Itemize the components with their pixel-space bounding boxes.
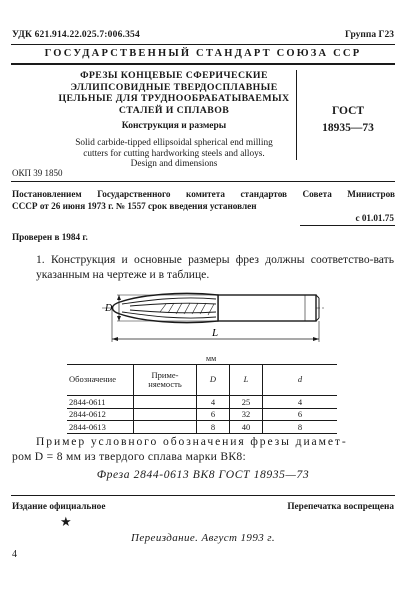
dimension-l-label: L: [212, 327, 219, 339]
header-rule-bottom: [11, 63, 395, 65]
cell-usage: [134, 408, 197, 421]
title-ru-line: ФРЕЗЫ КОНЦЕВЫЕ СФЕРИЧЕСКИЕ: [80, 70, 268, 81]
cell-L: 25: [230, 396, 263, 409]
official-edition: Издание официальное: [12, 502, 106, 512]
cutter-drawing: [100, 286, 330, 348]
effective-date: с 01.01.75: [355, 213, 394, 223]
clause-1: 1. Конструкция и основные размеры фрез должны соответство-вать указанным на чертеже и в таблице.: [36, 253, 394, 281]
cell-L: 40: [230, 421, 263, 434]
cell-usage: [134, 421, 197, 434]
cell-usage: [134, 396, 197, 409]
cell-d: 6: [263, 408, 338, 421]
cutter-shank: [218, 295, 316, 321]
title-en-line: cutters for cutting hardworking steels and alloys.: [83, 148, 265, 159]
cell-designation: 2844-0611: [67, 396, 134, 409]
table-row: [67, 396, 337, 409]
checked-year: Проверен в 1984 г.: [12, 232, 88, 242]
column-header-D: D: [197, 365, 230, 396]
state-standard-banner: ГОСУДАРСТВЕННЫЙ СТАНДАРТ СОЮЗА ССР: [44, 48, 362, 59]
title-ru-line: ЭЛЛИПСОВИДНЫЕ ТВЕРДОСПЛАВНЫЕ: [70, 81, 278, 93]
title-en: [58, 138, 290, 170]
table-row: [67, 408, 337, 421]
group-code: Группа Г23: [345, 30, 394, 40]
example-line-1: Пример условного обозначения фрезы диамет-: [36, 435, 348, 448]
title-en-line: Design and dimensions: [130, 159, 218, 169]
table-row: [67, 421, 337, 434]
page-number: 4: [12, 549, 17, 560]
column-header-designation: Обозначение: [67, 365, 134, 396]
cell-designation: 2844-0612: [67, 408, 134, 421]
column-header-d: d: [263, 365, 338, 396]
column-header-usage: Приме-няемость: [134, 365, 197, 396]
cell-D: 8: [197, 421, 230, 434]
cell-D: 6: [197, 408, 230, 421]
dimensions-table: [67, 364, 337, 434]
dimension-d-label: D: [105, 303, 113, 314]
cell-D: 4: [197, 396, 230, 409]
gost-number-block: [300, 103, 396, 137]
column-header-L: L: [230, 365, 263, 396]
footer-rule: [11, 495, 395, 496]
reprint-prohibited: Перепечатка воспрещена: [287, 502, 394, 512]
decree-text: [12, 189, 395, 212]
gost-label: ГОСТ: [331, 105, 365, 117]
title-en-line: Solid carbide-tipped ellipsoidal spherical end milling: [75, 138, 273, 148]
title-ru-line: СТАЛЕЙ И СПЛАВОВ: [118, 104, 230, 116]
title-subtitle: Конструкция и размеры: [121, 121, 227, 131]
cell-designation: 2844-0613: [67, 421, 134, 434]
title-ru: [58, 70, 290, 116]
okp-code: ОКП 39 1850: [12, 168, 63, 178]
okp-rule: [11, 181, 395, 182]
reissue-note: Переиздание. Август 1993 г.: [131, 532, 275, 544]
decree-line: СССР от 26 июня 1973 г. № 1557 срок введения установлен: [12, 200, 257, 211]
star-icon: ★: [60, 514, 72, 529]
header-rule-top: [11, 44, 395, 45]
table-units: мм: [206, 354, 217, 363]
example-line-2: ром D = 8 мм из твердого сплава марки ВК8:: [12, 450, 247, 463]
title-ru-line: ЦЕЛЬНЫЕ ДЛЯ ТРУДНООБРАБАТЫВАЕМЫХ: [58, 93, 290, 104]
cell-d: 8: [263, 421, 338, 434]
title-divider: [296, 70, 297, 160]
decree-line: Постановлением Государственного комитета стандартов Совета Министров: [12, 189, 395, 199]
cell-d: 4: [263, 396, 338, 409]
gost-number: 18935—73: [322, 122, 374, 134]
effective-date-rule: [300, 225, 395, 226]
udk-code: УДК 621.914.22.025.7:006.354: [12, 30, 140, 40]
example-designation: Фреза 2844-0613 ВК8 ГОСТ 18935—73: [96, 468, 310, 481]
cell-L: 32: [230, 408, 263, 421]
